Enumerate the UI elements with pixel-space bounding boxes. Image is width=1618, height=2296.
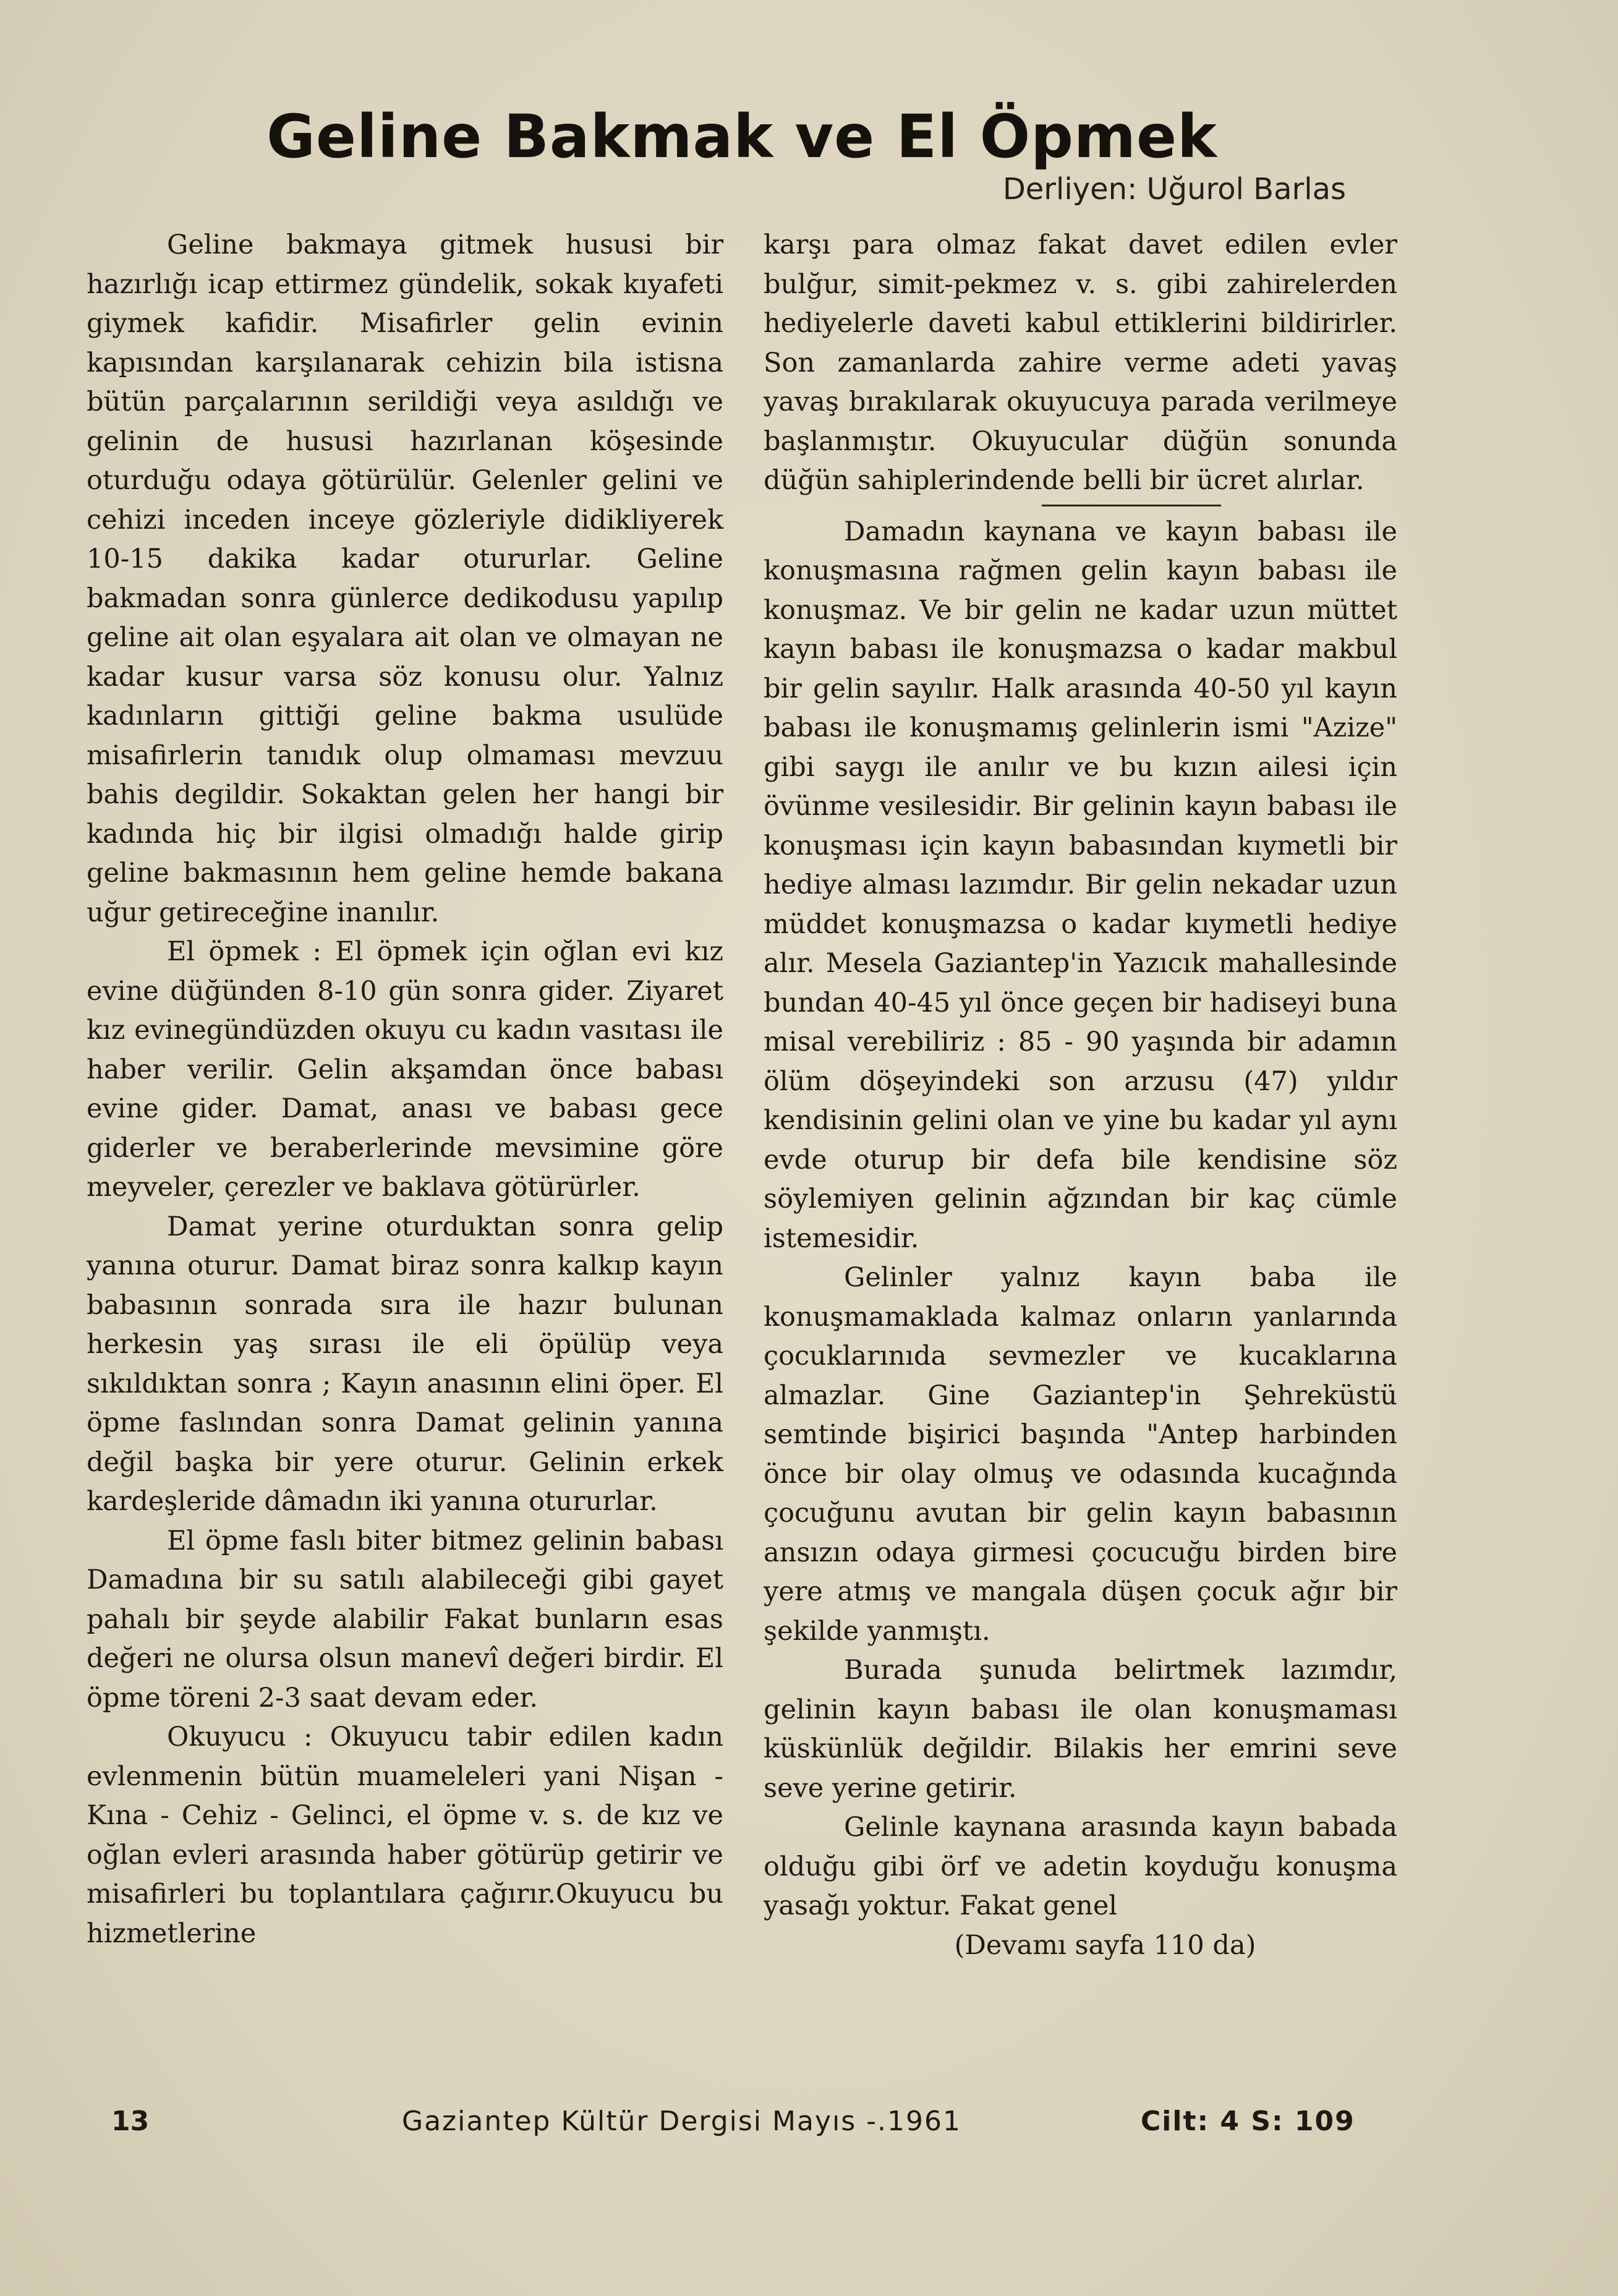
- paragraph-belirtmek: Burada şunuda belirtmek lazımdır, gelinin kayın babası ile olan konuşmaması küskünlük değildir. Bilakis her emrini seve seve yerine getirir.: [764, 1655, 1397, 1804]
- paragraph-okuyucu: Okuyucu : Okuyucu tabir edilen kadın evlenmenin bütün muameleleri yani Nişan - Kına - Cehiz - Gelinci, el öpme v. s. de kız ve oğlan evleri arasında haber götürüp getirir ve misafirleri bu toplantılara çağırır.Okuyucu bu hizmetlerine: [87, 1722, 723, 1949]
- paragraph-geline-bakma: Geline bakmaya gitmek hususi bir hazırlığı icap ettirmez gündelik, sokak kıyafeti giymek kafidir. Misafirler gelin evinin kapısından karşılanarak cehizin bila istisna bütün parçalarının serildiği veya asıldığı ve gelinin de hususi hazırlanan köşesinde oturduğu odaya götürülür. Gelenler gelini ve cehizi inceden inceye gözleriyle didikliyerek 10-15 dakika kadar otururlar. Geline bakmadan sonra günlerce dedikodusu yapılıp geline ait olan eşyalara ait olan ve olmayan ne kadar kusur varsa söz konusu olur. Yalnız kadınların gittiği geline bakma usulüde misafirlerin tanıdık olup olmaması mevzuu bahis degildir. Sokaktan gelen her hangi bir kadında hiç bir ilgisi olmadığı halde girip geline bakmasının hem geline hemde bakana uğur getireceğine inanılır.: [87, 229, 723, 928]
- article-title: Geline Bakmak ve El Öpmek: [266, 102, 1217, 171]
- volume-number: Cilt: 4 S: 109: [1141, 2106, 1355, 2137]
- paragraph-okuyucu-continued: karşı para olmaz fakat davet edilen evler bulğur, simit-pekmez v. s. gibi zahirelerden hediyelerle daveti kabul ettiklerini bildirirler. Son zamanlarda zahire verme adeti yavaş yavaş bırakılarak okuyucuya parada verilmeye başlanmıştır. Okuyucular düğün sonunda düğün sahiplerindende belli bir ücret alırlar.: [764, 229, 1397, 496]
- left-column: [87, 226, 723, 1953]
- continued-note: (Devamı sayfa 110 da): [954, 1929, 1256, 1961]
- section-divider: [1042, 505, 1221, 506]
- paragraph-kayin-baba: Damadın kaynana ve kayın babası ile konuşmasına rağmen gelin kayın babası ile konuşmaz. Ve bir gelin ne kadar uzun müttet kayın babası ile konuşmazsa o kadar makbul bir gelin sayılır. Halk arasında 40-50 yıl kayın babası ile konuşmamış gelinlerin ismi "Azize" gibi saygı ile anılır ve bu kızın ailesi için övünme vesilesidir. Bir gelinin kayın babası ile konuşması için kayın babasından kıymetli bir hediye alması lazımdır. Bir gelin nekadar uzun müddet konuşmazsa o kadar kıymetli hediye alır. Mesela Gaziantep'in Yazıcık mahallesinde bundan 40-45 yıl önce geçen bir hadiseyi buna misal verebiliriz : 85 - 90 yaşında bir adamın ölüm döşeyindeki son arzusu (47) yıldır kendisinin gelini olan ve yine bu kadar yıl aynı evde oturup bir defa bile kendisine söz söylemiyen gelinin ağzından bir kaç cümle istemesidir.: [764, 516, 1397, 1254]
- article-author: Derliyen: Uğurol Barlas: [1002, 172, 1346, 207]
- page-number: 13: [111, 2106, 150, 2137]
- paragraph-gelinler: Gelinler yalnız kayın baba ile konuşmamaklada kalmaz onların yanlarında çocuklarınıda sevmezler ve kucaklarına almazlar. Gine Gaziantep'in Şehreküstü semtinde bişirici başında "Antep harbinden önce bir olay olmuş ve odasında kucağında çocuğunu avutan bir gelin kayın babasının ansızın odaya girmesi çocucuğu birden bire yere atmış ve mangala düşen çocuk ağır bir şekilde yanmıştı.: [764, 1262, 1397, 1647]
- paragraph-damat: Damat yerine oturduktan sonra gelip yanına oturur. Damat biraz sonra kalkıp kayın babasının sonrada sıra ile hazır bulunan herkesin yaş sırası ile eli öpülüp veya sıkıldıktan sonra ; Kayın anasının elini öper. El öpme faslından sonra Damat gelinin yanına değil başka bir yere oturur. Gelinin erkek kardeşleride dâmadın iki yanına otururlar.: [87, 1211, 723, 1517]
- page-footer: [0, 2106, 1618, 2143]
- right-column: [764, 226, 1397, 1965]
- magazine-issue: Gaziantep Kültür Dergisi Mayıs -.1961: [402, 2106, 961, 2137]
- paragraph-el-opmek: El öpmek : El öpmek için oğlan evi kız evine düğünden 8-10 gün sonra gider. Ziyaret kız evinegündüzden okuyu cu kadın vasıtası ile haber verilir. Gelin akşamdan önce babası evine gider. Damat, anası ve babası gece giderler ve beraberlerinde mevsimine göre meyveler, çerezler ve baklava götürürler.: [87, 936, 723, 1203]
- paragraph-kaynana: Gelinle kaynana arasında kayın babada olduğu gibi örf ve adetin koyduğu konuşma yasağı yoktur. Fakat genel: [764, 1812, 1397, 1921]
- paragraph-el-opme-fasli: El öpme faslı biter bitmez gelinin babası Damadına bir su satılı alabileceği gibi gayet pahalı bir şeyde alabilir Fakat bunların esas değeri ne olursa olsun manevî değeri birdir. El öpme töreni 2-3 saat devam eder.: [87, 1525, 723, 1713]
